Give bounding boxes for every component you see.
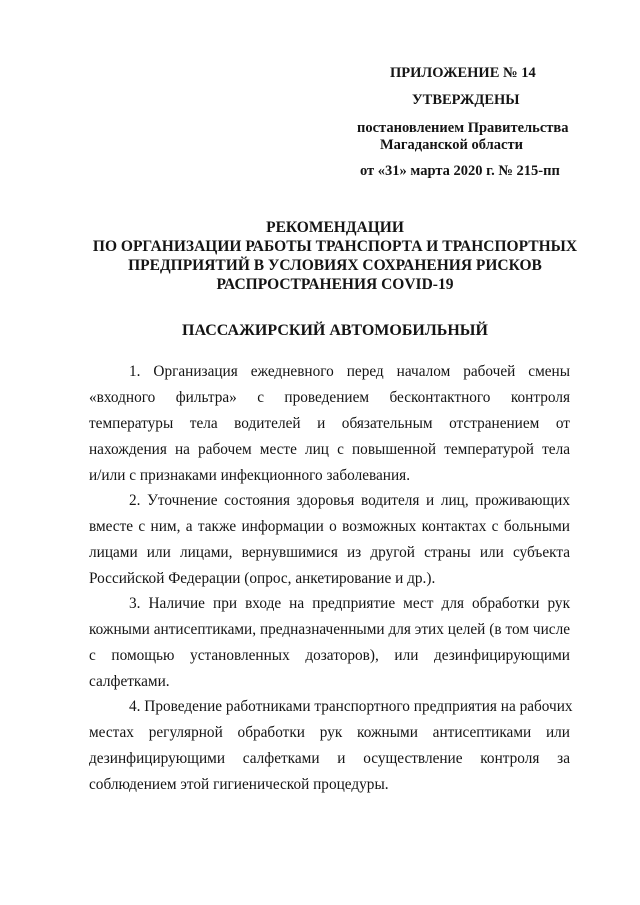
paragraph-line: кожными антисептиками, предназначенными для этих целей (в том числе (89, 621, 570, 638)
paragraph-line: вместе с ним, а также информации о возможных контактах с больными (89, 518, 570, 535)
title-line: ПРЕДПРИЯТИЙ В УСЛОВИЯХ СОХРАНЕНИЯ РИСКОВ (128, 257, 542, 274)
paragraph-line: с помощью установленных дозаторов), или дезинфицирующими (89, 647, 570, 664)
title-line: ПО ОРГАНИЗАЦИИ РАБОТЫ ТРАНСПОРТА И ТРАНСПОРТНЫХ (92, 238, 578, 255)
title-line: РАСПРОСТРАНЕНИЯ COVID-19 (216, 276, 454, 293)
paragraph-line: дезинфицирующими салфетками и осуществление контроля за (89, 750, 570, 767)
paragraph-line: Российской Федерации (опрос, анкетирование и др.). (89, 570, 436, 587)
decree-date: от «31» марта 2020 г. № 215-пп (360, 163, 560, 179)
appendix-number: ПРИЛОЖЕНИЕ № 14 (390, 65, 536, 81)
title-line: РЕКОМЕНДАЦИИ (266, 219, 404, 236)
paragraph-line: и/или с признаками инфекционного заболевания. (89, 467, 411, 484)
paragraph-line: лицами или лицами, вернувшимися из другой страны или субъекта (89, 544, 570, 561)
approved-label: УТВЕРЖДЕНЫ (412, 92, 520, 108)
section-heading: ПАССАЖИРСКИЙ АВТОМОБИЛЬНЫЙ (182, 322, 488, 339)
paragraph-line: температуры тела водителей и обязательным отстранением от (89, 415, 570, 432)
paragraph-line: 2. Уточнение состояния здоровья водителя и лиц, проживающих (129, 492, 570, 509)
paragraph-line: 1. Организация ежедневного перед началом рабочей смены (129, 363, 570, 380)
decree-line-2: Магаданской области (380, 137, 523, 153)
paragraph-line: «входного фильтра» с проведением бесконтактного контроля (89, 389, 570, 406)
paragraph-line: 3. Наличие при входе на предприятие мест для обработки рук (129, 595, 570, 612)
decree-line-1: постановлением Правительства (357, 120, 569, 136)
paragraph-line: соблюдением этой гигиенической процедуры. (89, 776, 389, 793)
paragraph-line: салфетками. (89, 673, 170, 690)
paragraph-line: 4. Проведение работниками транспортного предприятия на рабочих (129, 698, 573, 715)
paragraph-line: местах регулярной обработки рук кожными антисептиками или (89, 724, 570, 741)
paragraph-line: нахождения на рабочем месте лиц с повышенной температурой тела (89, 441, 570, 458)
document-title (70, 218, 600, 294)
